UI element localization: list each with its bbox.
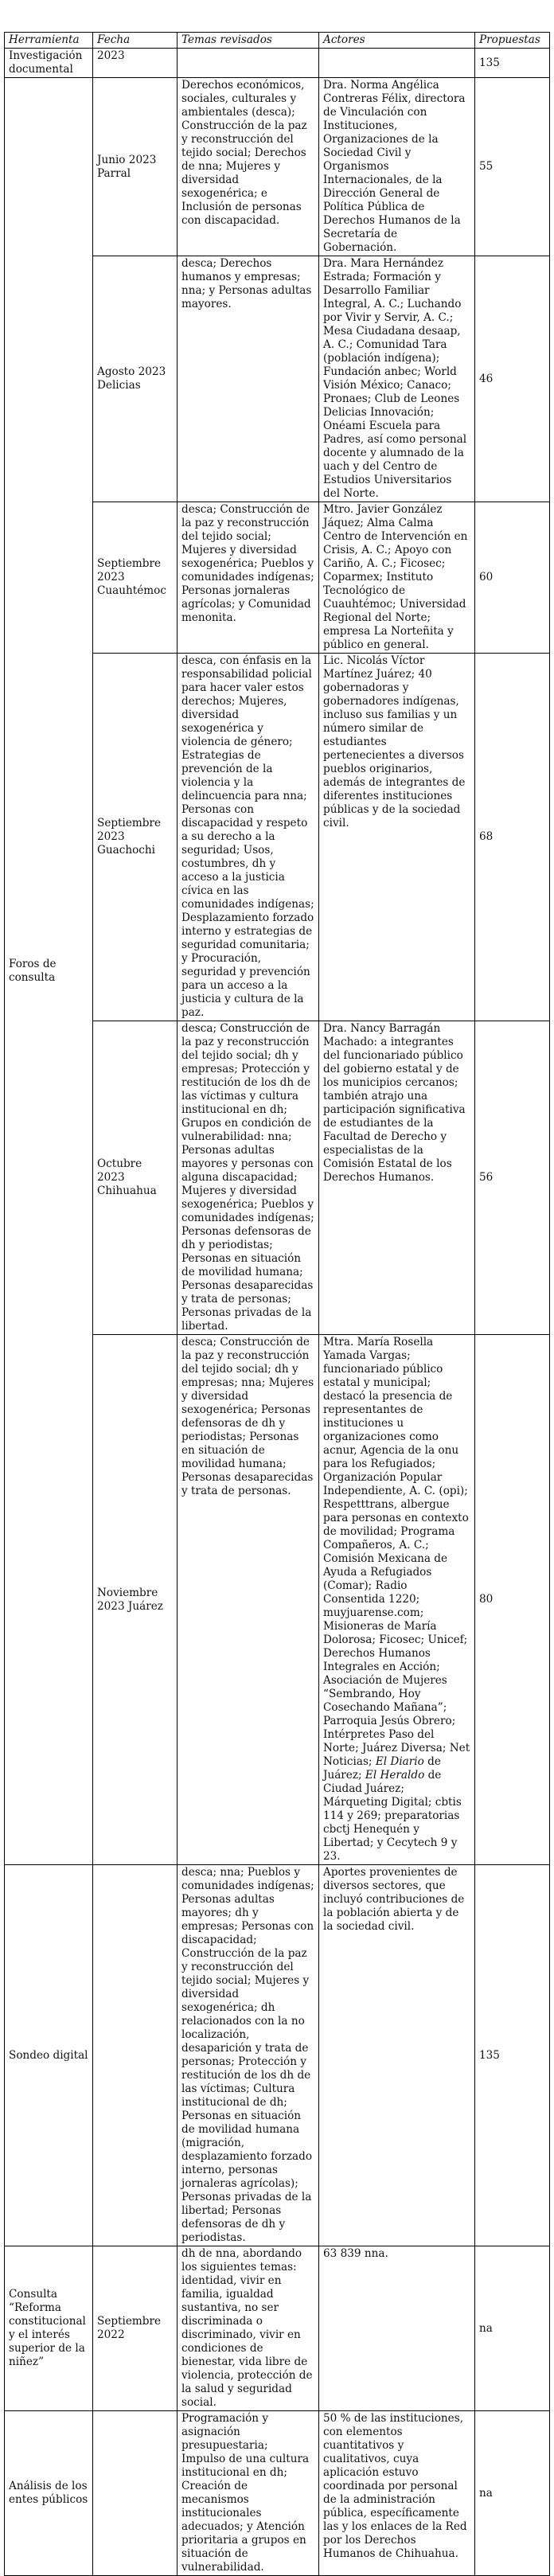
- cell-temas: desca, con énfasis en la responsabilidad policial para hacer valer estos derechos; Mujeres, diversidad sexogenérica y violencia de género; Estrategias de prevención de la violencia y la delincuencia para nna; Personas con discapacidad y respeto a su derecho a la seguridad; Usos, costumbres, dh y acceso a la justicia cívica en las comunidades indígenas; Desplazamiento forzado interno y estrategias de seguridad comunitaria; y Procuración, seguridad y prevención para un acceso a la justicia y cultura de la paz.: [178, 654, 319, 1021]
- cell-actores: Aportes provenientes de diversos sectores, que incluyó contribuciones de la población abierta y de la sociedad civil.: [319, 1865, 475, 2246]
- table-row: [5, 2411, 550, 2576]
- cell-herramienta: Sondeo digital: [5, 1865, 93, 2246]
- cell-propuestas: na: [475, 2246, 550, 2411]
- header-herramienta: Herramienta: [5, 33, 93, 49]
- table-header-row: [5, 33, 550, 49]
- cell-actores: Dra. Mara Hernández Estrada; Formación y Desarrollo Familiar Integral, A. C.; Luchando por Vivir y Servir, A. C.; Mesa Ciudadana desaap, A. C.; Comunidad Tara (población indígena); Fundación anbec; World Visión México; Canaco; Pronaes; Club de Leones Delicias Innovación; Onéami Escuela para Padres, así como personal docente y alumnado de la uach y del Centro de Estudios Universitarios del Norte.: [319, 256, 475, 502]
- table-row: [5, 49, 550, 78]
- cell-propuestas: 135: [475, 49, 550, 78]
- cell-fecha: [93, 2411, 178, 2576]
- table-row: [5, 1865, 550, 2246]
- table-row: [5, 2246, 550, 2411]
- header-actores: Actores: [319, 33, 475, 49]
- cell-temas: [178, 49, 319, 78]
- cell-fecha: 2023: [93, 49, 178, 78]
- cell-fecha: Noviembre 2023 Juárez: [93, 1335, 178, 1865]
- cell-temas: desca; Construcción de la paz y reconstrucción del tejido social; dh y empresas; Protección y restitución de los dh de las víctimas y cultura institucional en dh; Grupos en condición de vulnerabilidad: nna; Personas adultas mayores y personas con alguna discapacidad; Mujeres y diversidad sexogenérica; Pueblos y comunidades indígenas; Personas defensoras de dh y periodistas; Personas en situación de movilidad humana; Personas desaparecidas y trata de personas; Personas privadas de la libertad.: [178, 1021, 319, 1335]
- cell-propuestas: 60: [475, 502, 550, 654]
- cell-temas: desca; Construcción de la paz y reconstrucción del tejido social; dh y empresas; nna; Mujeres y diversidad sexogenérica; Personas defensoras de dh y periodistas; Personas en situación de movilidad humana; Personas desaparecidas y trata de personas.: [178, 1335, 319, 1865]
- cell-temas: Derechos económicos, sociales, culturales y ambientales (desca); Construcción de la paz y reconstrucción del tejido social; Derechos de nna; Mujeres y diversidad sexogenérica; e Inclusión de personas con discapacidad.: [178, 78, 319, 256]
- cell-propuestas: 56: [475, 1021, 550, 1335]
- cell-propuestas: 80: [475, 1335, 550, 1865]
- actores-text: de Juárez;: [323, 1755, 441, 1782]
- cell-actores: Dra. Norma Angélica Contreras Félix, directora de Vinculación con Instituciones, Organizaciones de la Sociedad Civil y Organismos Internacionales, de la Dirección General de Política Pública de Derechos Humanos de la Secretaría de Gobernación.: [319, 78, 475, 256]
- cell-actores: Dra. Nancy Barragán Machado: a integrantes del funcionariado público del gobierno estatal y de los municipios cercanos; también atrajo una participación significativa de estudiantes de la Facultad de Derecho y especialistas de la Comisión Estatal de los Derechos Humanos.: [319, 1021, 475, 1335]
- cell-temas: desca; Construcción de la paz y reconstrucción del tejido social; Mujeres y diversidad sexogenérica; Pueblos y comunidades indígenas; Personas jornaleras agrícolas; y Comunidad menonita.: [178, 502, 319, 654]
- cell-fecha: Septiembre 2022: [93, 2246, 178, 2411]
- header-propuestas: Propuestas: [475, 33, 550, 49]
- cell-fecha: [93, 1865, 178, 2246]
- cell-propuestas: 55: [475, 78, 550, 256]
- consultation-table: [4, 32, 550, 2576]
- actores-text: Mtra. María Rosella Yamada Vargas; funcionariado público estatal y municipal; destacó la presencia de representantes de instituciones u organizaciones como acnur, Agencia de la onu para los Refugiados; Organización Popular Independiente, A. C. (opi); Respetttrans, albergue para personas en contexto de movilidad; Programa Compañeros, A. C.; Comisión Mexicana de Ayuda a Refugiados (Comar); Radio Consentida 1220; muyjuarense.com; Misioneras de María Dolorosa; Ficosec; Unicef; Derechos Humanos Integrales en Acción; Asociación de Mujeres “Sembrando, Hoy Cosechando Mañana”; Parroquia Jesús Obrero; Intérpretes Paso del Norte; Juárez Diversa; Net Noticias;: [323, 1336, 470, 1768]
- newspaper-title: El Heraldo: [365, 1769, 425, 1782]
- cell-fecha: Junio 2023 Parral: [93, 78, 178, 256]
- cell-fecha: Agosto 2023 Delicias: [93, 256, 178, 502]
- cell-actores: Lic. Nicolás Víctor Martínez Juárez; 40 gobernadoras y gobernadores indígenas, incluso sus familias y un número similar de estudiantes pertenecientes a diversos pueblos originarios, además de integrantes de diferentes instituciones públicas y de la sociedad civil.: [319, 654, 475, 1021]
- cell-temas: dh de nna, abordando los siguientes temas: identidad, vivir en familia, igualdad sustantiva, no ser discriminada o discriminado, vivir en condiciones de bienestar, vida libre de violencia, protección de la salud y seguridad social.: [178, 2246, 319, 2411]
- header-temas: Temas revisados: [178, 33, 319, 49]
- cell-propuestas: 135: [475, 1865, 550, 2246]
- cell-actores: Mtro. Javier González Jáquez; Alma Calma Centro de Intervención en Crisis, A. C.; Apoyo con Cariño, A. C.; Ficosec; Coparmex; Instituto Tecnológico de Cuauhtémoc; Universidad Regional del Norte; empresa La Norteñita y público en general.: [319, 502, 475, 654]
- cell-propuestas: 68: [475, 654, 550, 1021]
- cell-herramienta: Foros de consulta: [5, 78, 93, 1865]
- cell-actores: 63 839 nna.: [319, 2246, 475, 2411]
- cell-temas: desca; Derechos humanos y empresas; nna; y Personas adultas mayores.: [178, 256, 319, 502]
- cell-temas: desca; nna; Pueblos y comunidades indígenas; Personas adultas mayores; dh y empresas; Personas con discapacidad; Construcción de la paz y reconstrucción del tejido social; Mujeres y diversidad sexogenérica; dh relacionados con la no localización, desaparición y trata de personas; Protección y restitución de los dh de las víctimas; Cultura institucional de dh; Personas en situación de movilidad humana (migración, desplazamiento forzado interno, personas jornaleras agrícolas); Personas privadas de la libertad; Personas defensoras de dh y periodistas.: [178, 1865, 319, 2246]
- newspaper-title: El Diario: [375, 1755, 424, 1768]
- cell-herramienta: Investigación documental: [5, 49, 93, 78]
- actores-text: de Ciudad Juárez; Márqueting Digital; cbtis 114 y 269; preparatorias cbctj Henequén y Libertad; y Cecytech 9 y 23.: [323, 1769, 462, 1863]
- cell-herramienta: Consulta “Reforma constitucional y el interés superior de la niñez”: [5, 2246, 93, 2411]
- cell-propuestas: na: [475, 2411, 550, 2576]
- cell-herramienta: Análisis de los entes públicos: [5, 2411, 93, 2576]
- cell-propuestas: 46: [475, 256, 550, 502]
- cell-fecha: Septiembre 2023 Guachochi: [93, 654, 178, 1021]
- cell-actores: [319, 49, 475, 78]
- cell-fecha: Octubre 2023 Chihuahua: [93, 1021, 178, 1335]
- cell-temas: Programación y asignación presupuestaria; Impulso de una cultura institucional en dh; Creación de mecanismos institucionales adecuados; y Atención prioritaria a grupos en situación de vulnerabilidad.: [178, 2411, 319, 2576]
- cell-actores: 50 % de las instituciones, con elementos cuantitativos y cualitativos, cuya aplicación estuvo coordinada por personal de la administración pública, específicamente las y los enlaces de la Red por los Derechos Humanos de Chihuahua.: [319, 2411, 475, 2576]
- cell-fecha: Septiembre 2023 Cuauhtémoc: [93, 502, 178, 654]
- header-fecha: Fecha: [93, 33, 178, 49]
- table-row: [5, 78, 550, 256]
- cell-actores: [319, 1335, 475, 1865]
